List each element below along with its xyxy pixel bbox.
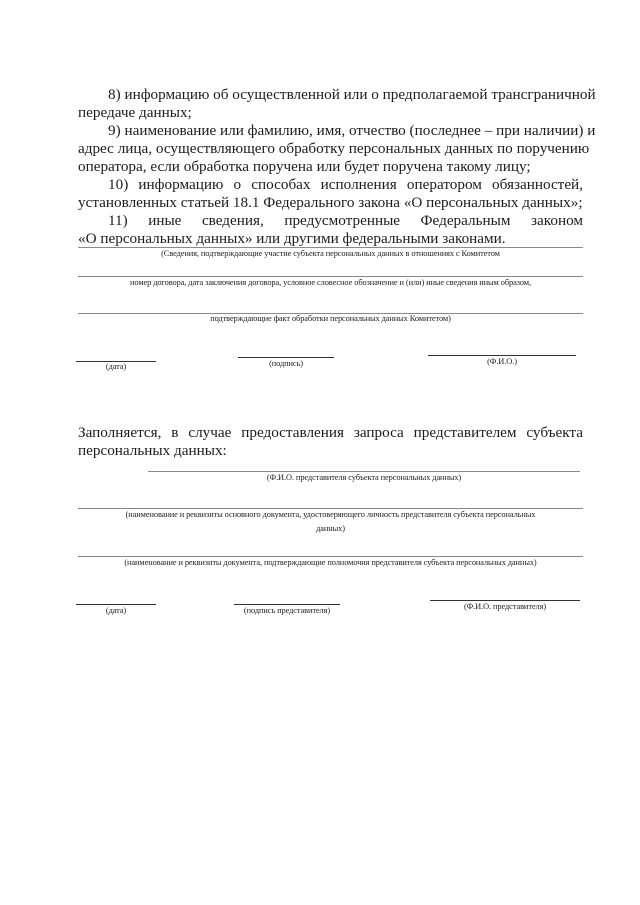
section-2-intro-line-2: персональных данных: bbox=[78, 442, 227, 459]
line-signature-2 bbox=[234, 604, 340, 605]
line-rep-fio bbox=[148, 471, 580, 472]
caption-rep-fio: (Ф.И.О. представителя субъекта персональных данных) bbox=[266, 473, 462, 482]
line-signature-1 bbox=[238, 357, 334, 358]
caption-rep-id-document-1: (наименование и реквизиты основного документа, удостоверяющего личность представителя субъекта персональных bbox=[125, 510, 536, 519]
caption-participation: (Сведения, подтверждающие участие субъекта персональных данных в отношениях с Комитетом bbox=[161, 249, 500, 258]
item-11-line-1: 11) иные сведения, предусмотренные Федеральным законом bbox=[108, 212, 583, 229]
label-signature-2: (подпись представителя) bbox=[243, 606, 331, 615]
item-8-line-2: передаче данных; bbox=[78, 104, 192, 121]
label-signature-1: (подпись) bbox=[269, 359, 303, 368]
caption-contract: номер договора, дата заключения договора, условное словесное обозначение и (или) иные сведения иным образом, bbox=[130, 278, 531, 287]
line-date-2 bbox=[76, 604, 156, 605]
caption-rep-authority: (наименование и реквизиты документа, подтверждающие полномочия представителя субъекта персональных данных) bbox=[124, 558, 537, 567]
label-date-1: (дата) bbox=[105, 362, 127, 371]
line-fio-2 bbox=[430, 600, 580, 601]
item-10-line-2: установленных статьей 18.1 Федерального закона «О персональных данных»; bbox=[78, 194, 583, 211]
caption-processing-fact: подтверждающие факт обработки персональных данных Комитетом) bbox=[210, 314, 451, 323]
item-11-line-2: «О персональных данных» или другими федеральными законами. bbox=[78, 230, 506, 247]
item-9-line-2: адрес лица, осуществляющего обработку персональных данных по поручению bbox=[78, 140, 590, 157]
caption-rep-id-document-2: данных) bbox=[316, 524, 345, 533]
item-9-line-1: 9) наименование или фамилию, имя, отчество (последнее – при наличии) и bbox=[108, 122, 596, 139]
item-8-line-1: 8) информацию об осуществленной или о предполагаемой трансграничной bbox=[108, 86, 596, 103]
label-fio-1: (Ф.И.О.) bbox=[487, 357, 517, 366]
line-participation bbox=[78, 247, 583, 248]
item-10-line-1: 10) информацию о способах исполнения оператором обязанностей, bbox=[108, 176, 583, 193]
item-9-line-3: оператора, если обработка поручена или будет поручена такому лицу; bbox=[78, 158, 531, 175]
line-fio-1 bbox=[428, 355, 576, 356]
line-rep-id-document bbox=[78, 508, 583, 509]
label-fio-2: (Ф.И.О. представителя) bbox=[463, 602, 547, 611]
section-2-intro-line-1: Заполняется, в случае предоставления запроса представителем субъекта bbox=[78, 424, 583, 441]
line-contract bbox=[78, 276, 583, 277]
label-date-2: (дата) bbox=[105, 606, 127, 615]
line-rep-authority bbox=[78, 556, 583, 557]
